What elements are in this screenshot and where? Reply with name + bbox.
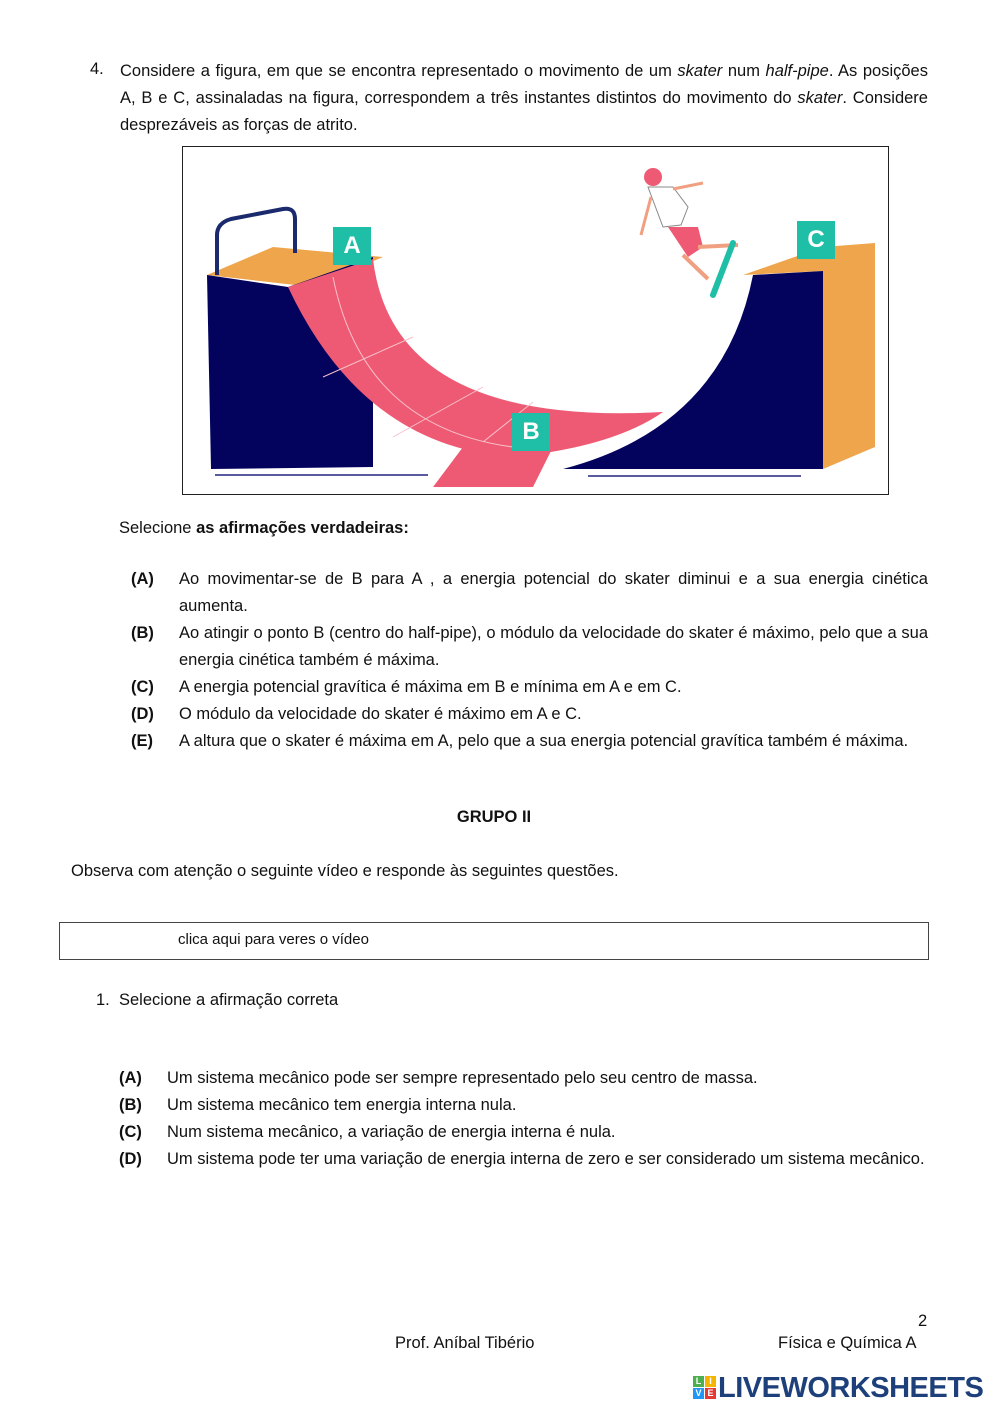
option-a[interactable]: (A) Ao movimentar-se de B para A , a energia potencial do skater diminui e a sua energia cinética aumenta. (131, 570, 928, 615)
point-c-label: C (797, 221, 835, 259)
q1-options (119, 1065, 928, 1205)
option-b[interactable]: (B) Um sistema mecânico tem energia interna nula. (119, 1096, 517, 1114)
question-4-text: Considere a figura, em que se encontra representado o movimento de um skater num half-pipe. As posições A, B e C, assinaladas na figura, correspondem a três instantes distintos do movimento do skater. Considere desprezáveis as forças de atrito. (120, 62, 928, 134)
q4-options (131, 566, 928, 786)
option-a[interactable]: (A) Um sistema mecânico pode ser sempre representado pelo seu centro de massa. (119, 1069, 758, 1087)
option-b[interactable]: (B) Ao atingir o ponto B (centro do half-pipe), o módulo da velocidade do skater é máximo, pelo que a sua energia cinética também é máxima. (131, 624, 928, 669)
page-number: 2 (918, 1312, 928, 1330)
option-c[interactable]: (C) Num sistema mecânico, a variação de energia interna é nula. (119, 1123, 616, 1141)
selection-prompt: Selecione as afirmações verdadeiras: (119, 519, 409, 537)
question-number: 1. (96, 991, 110, 1009)
skater-illustration (641, 168, 738, 295)
question-number: 4. (90, 60, 104, 78)
option-d[interactable]: (D) Um sistema pode ter uma variação de energia interna de zero e ser considerado um sistema mecânico. (119, 1150, 925, 1168)
group-intro: Observa com atenção o seguinte vídeo e responde às seguintes questões. (71, 862, 619, 880)
half-pipe-figure (182, 146, 889, 495)
footer-author: Prof. Aníbal Tibério (395, 1334, 535, 1352)
question-1-text: Selecione a afirmação correta (119, 991, 339, 1009)
option-e[interactable]: (E) A altura que o skater é máxima em A, pelo que a sua energia potencial gravítica também é máxima. (131, 732, 909, 750)
option-c[interactable]: (C) A energia potencial gravítica é máxima em B e mínima em A e em C. (131, 678, 682, 696)
liveworksheets-logo: LIVEWORKSHEETS (718, 1372, 984, 1404)
point-a-label: A (333, 227, 371, 265)
video-link-box[interactable] (59, 922, 929, 960)
group-title: GRUPO II (456, 808, 532, 826)
liveworksheets-badge-icon: L I V E (693, 1376, 716, 1399)
footer-subject: Física e Química A (778, 1334, 917, 1352)
video-link[interactable]: clica aqui para veres o vídeo (178, 931, 369, 948)
point-b-label: B (512, 413, 550, 451)
option-d[interactable]: (D) O módulo da velocidade do skater é máximo em A e C. (131, 705, 582, 723)
